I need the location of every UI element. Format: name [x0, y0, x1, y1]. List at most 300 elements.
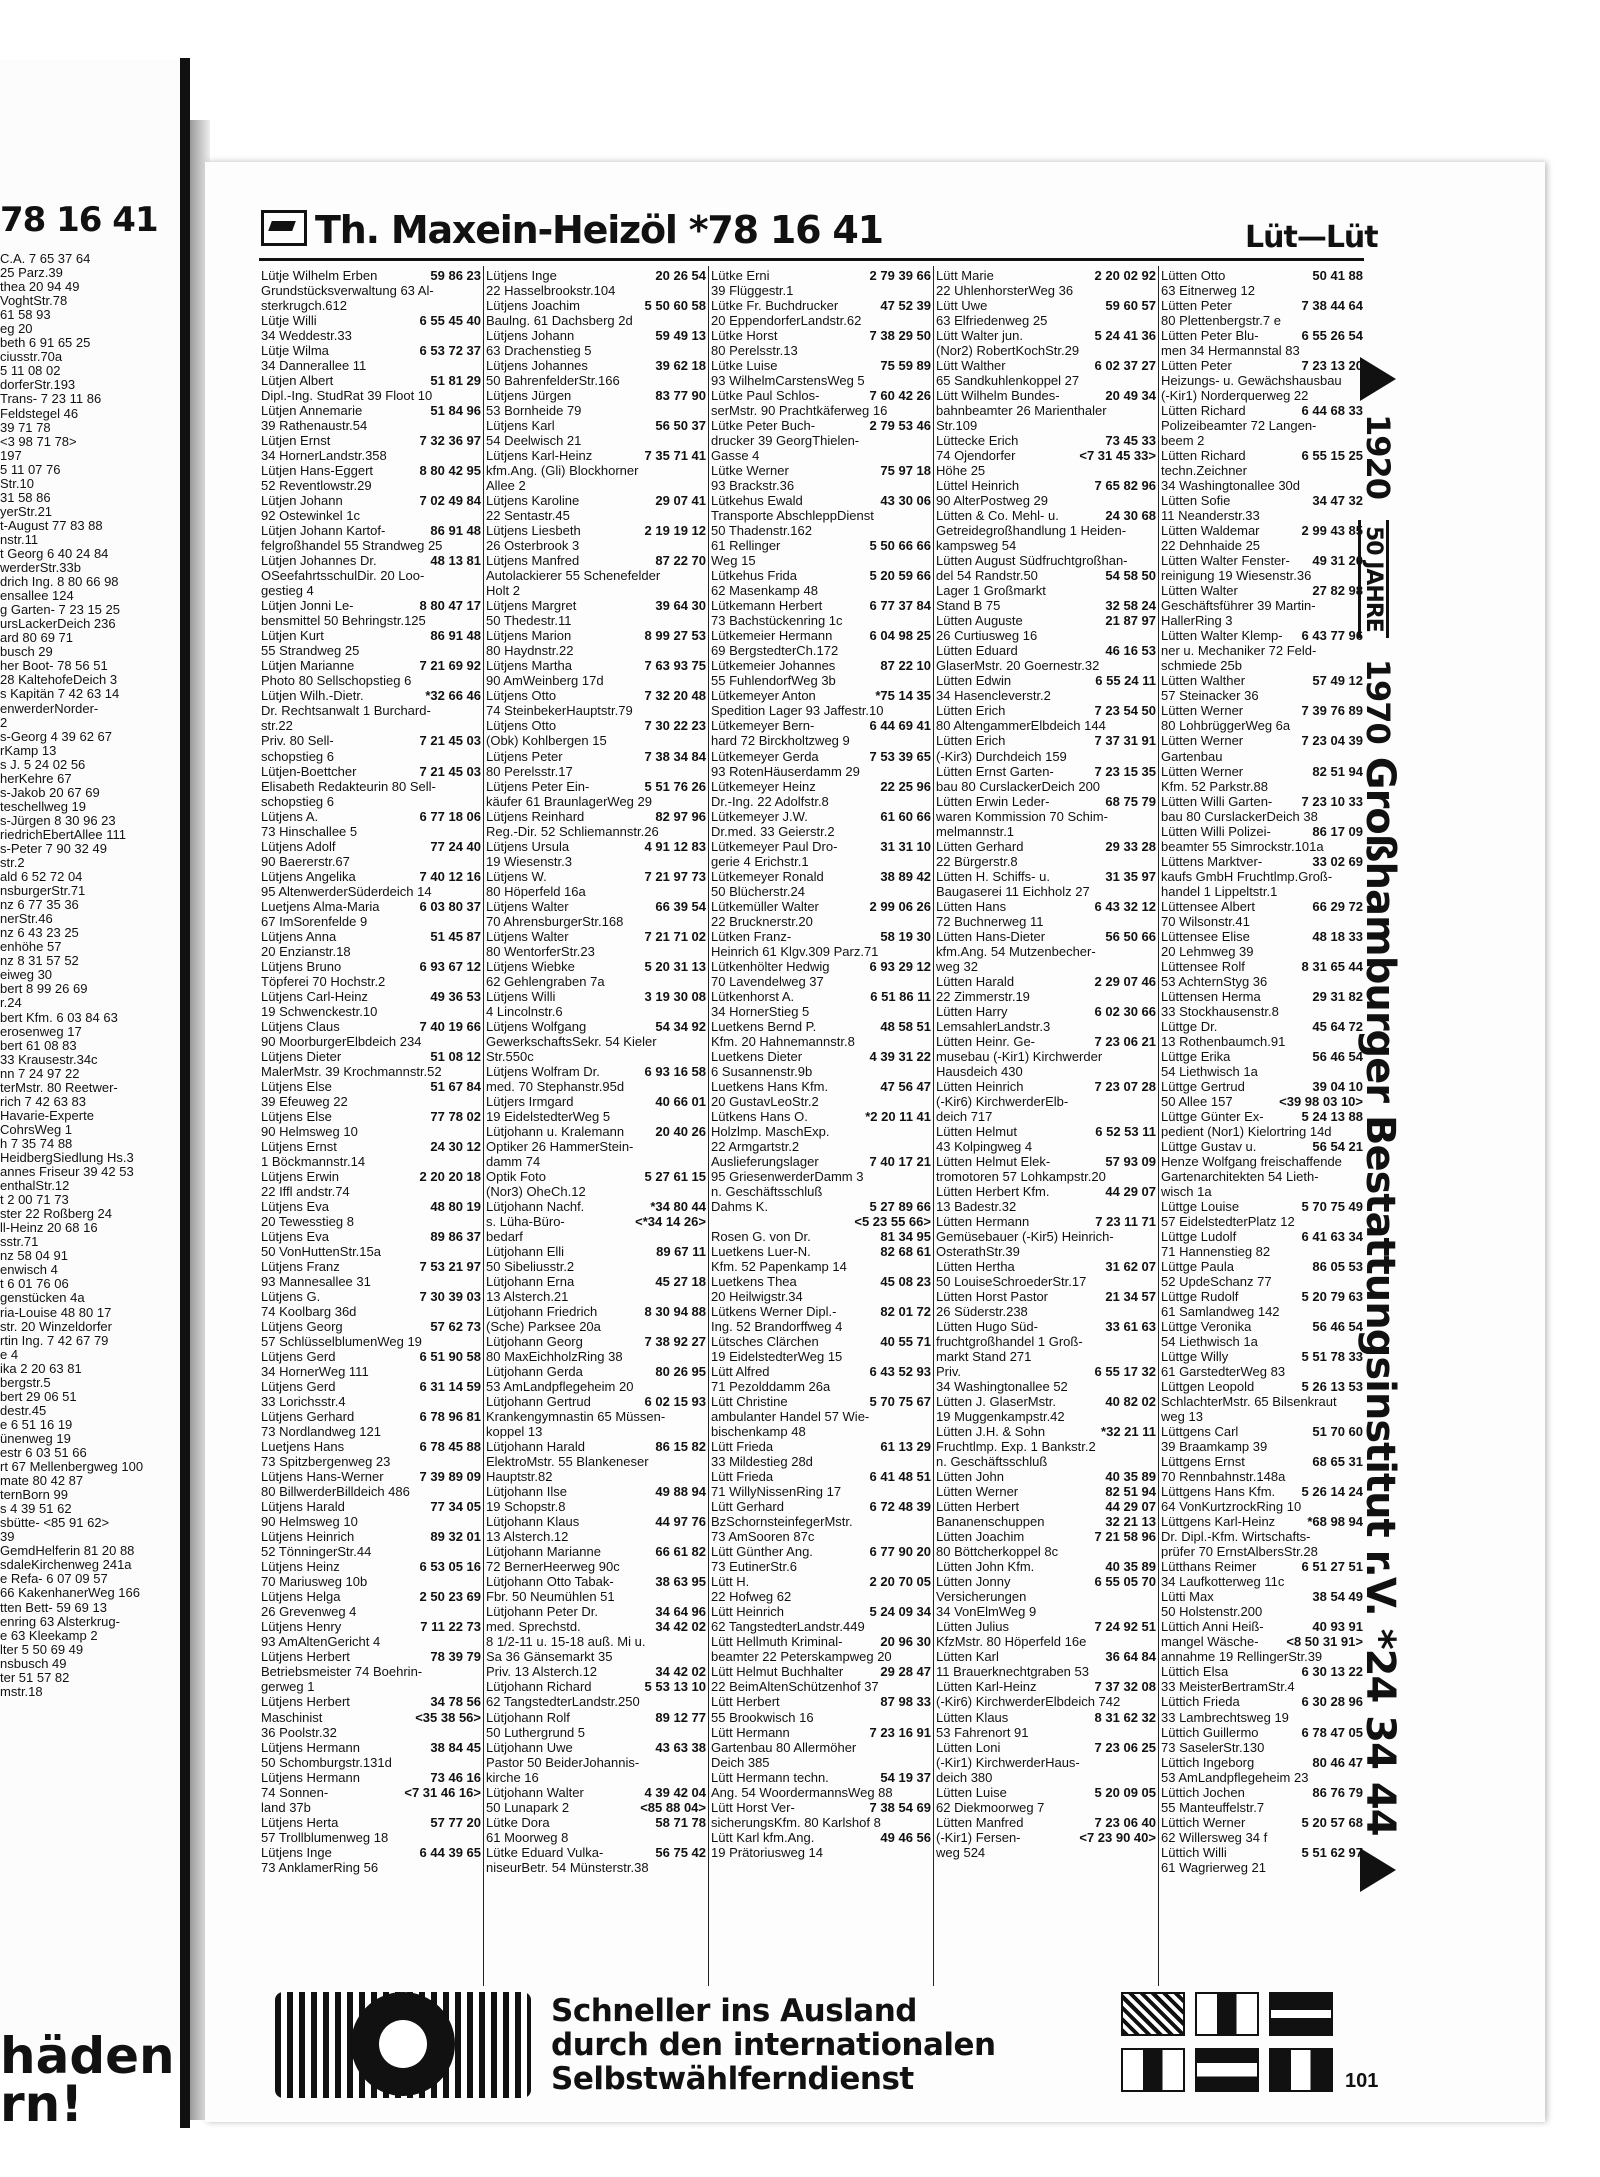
entry-text: Fruchtlmp. Exp. 1 Bankstr.2	[936, 1439, 1096, 1455]
previous-page-line: nstr.11	[0, 531, 39, 547]
entry-text: Lüttensee Albert	[1161, 898, 1255, 914]
entry-text: Lütjens Henry	[261, 1619, 342, 1635]
directory-entry	[711, 1469, 931, 1484]
entry-text: Lütkemeyer Bern-	[711, 718, 815, 734]
directory-entry	[936, 1274, 1156, 1289]
directory-entry	[261, 929, 481, 944]
entry-text: Versicherungen	[936, 1589, 1027, 1605]
phone-number: 57 62 73	[427, 1319, 481, 1334]
directory-entry	[1161, 1154, 1363, 1169]
entry-text: Lütten Sofie	[1161, 493, 1231, 509]
entry-text: 22 Hofweg 62	[711, 1589, 792, 1605]
entry-text: 57 Trollblumenweg 18	[261, 1829, 389, 1845]
phone-number: 7 53 21 97	[417, 1259, 481, 1274]
entry-text: Lütthans Reimer	[1161, 1559, 1257, 1575]
entry-text: 50 Thedestr.11	[486, 613, 572, 629]
entry-text: deich 380	[936, 1769, 993, 1785]
directory-entry	[261, 1589, 481, 1604]
entry-text: Lütt Karl kfm.Ang.	[711, 1829, 815, 1845]
directory-entry	[261, 1725, 481, 1740]
previous-page-fragment	[0, 60, 186, 2133]
entry-text: Getreidegroßhandlung 1 Heiden-	[936, 523, 1127, 539]
entry-text: Lütten Hans-Dieter	[936, 928, 1046, 944]
directory-entry	[1161, 388, 1363, 403]
directory-entry	[486, 1364, 706, 1379]
directory-entry	[936, 598, 1156, 613]
directory-entry	[486, 749, 706, 764]
entry-text: Lüttgens Carl	[1161, 1424, 1239, 1440]
phone-number: 44 29 07	[1102, 1184, 1156, 1199]
phone-number: 8 80 47 17	[417, 598, 481, 613]
directory-entry	[1161, 1004, 1363, 1019]
entry-text: Lütten Walther	[1161, 673, 1246, 689]
directory-entry	[1161, 1019, 1363, 1034]
entry-text: Lütten Werner	[936, 1484, 1019, 1500]
phone-number: 6 52 53 11	[1092, 1124, 1156, 1139]
entry-text: Lütkemüller Walter	[711, 898, 819, 914]
directory-entry	[486, 598, 706, 613]
directory-entry	[486, 1214, 706, 1229]
entry-text: Lütjohann Walter	[486, 1784, 584, 1800]
directory-entry	[936, 523, 1156, 538]
entry-text: Deich 385	[711, 1754, 770, 1770]
directory-entry	[711, 268, 931, 283]
directory-entry	[936, 1349, 1156, 1364]
entry-text: Lütjens Helga	[261, 1589, 341, 1605]
entry-text: Lütke Paul Schlos-	[711, 388, 820, 404]
phone-number: 6 02 15 93	[642, 1394, 706, 1409]
directory-entry	[486, 1349, 706, 1364]
directory-entry	[1161, 1439, 1363, 1454]
entry-text: Lüttge Paula	[1161, 1259, 1235, 1275]
directory-entry	[1161, 1619, 1363, 1634]
entry-text: Lüttens Marktver-	[1161, 853, 1263, 869]
entry-text: Lütjen Albert	[261, 373, 334, 389]
directory-entry	[936, 328, 1156, 343]
column-divider	[1158, 266, 1159, 1986]
previous-page-line: t Georg 6 40 24 84	[0, 545, 109, 561]
entry-text: 55 Strandweg 25	[261, 643, 360, 659]
directory-entry	[711, 418, 931, 433]
directory-entry	[1161, 884, 1363, 899]
phone-number: 6 78 96 81	[417, 1409, 481, 1424]
phone-number: 38 54 49	[1309, 1589, 1363, 1604]
directory-entry	[486, 673, 706, 688]
entry-text: 6 Susannenstr.9b	[711, 1063, 813, 1079]
directory-entry	[261, 1034, 481, 1049]
directory-entry	[711, 1124, 931, 1139]
entry-text: Lütjens Wiebke	[486, 958, 575, 974]
directory-entry	[1161, 1589, 1363, 1604]
directory-entry	[486, 463, 706, 478]
entry-text: Lütke Luise	[711, 358, 778, 374]
ad-line-1: Schneller ins Ausland	[551, 1993, 917, 2029]
directory-entry	[486, 1319, 706, 1334]
previous-page-line: mate 80 42 87	[0, 1473, 84, 1489]
entry-text: Luetjens Hans	[261, 1439, 345, 1455]
directory-entry	[1161, 1845, 1363, 1860]
entry-text: 33 Mildestieg 28d	[711, 1454, 813, 1470]
phone-number: 38 63 95	[652, 1574, 706, 1589]
entry-text: Lütjens Willi	[486, 988, 556, 1004]
entry-text: Pastor 50 BeiderJohannis-	[486, 1754, 640, 1770]
directory-entry	[711, 779, 931, 794]
entry-text: 39 Rathenaustr.54	[261, 418, 368, 434]
entry-text: Lütjens Harald	[261, 1499, 345, 1515]
directory-entry	[1161, 1079, 1363, 1094]
phone-number: 54 19 37	[877, 1770, 931, 1785]
directory-entry	[936, 824, 1156, 839]
entry-text: 62 TangstedterLandstr.250	[486, 1694, 640, 1710]
phone-number: 7 39 89 09	[417, 1469, 481, 1484]
entry-text: 20 Enzianstr.18	[261, 943, 351, 959]
entry-text: Gartenbau 80 Allermöher	[711, 1739, 857, 1755]
entry-text: Lütjens Manfred	[486, 553, 580, 569]
previous-page-line: s-Peter 7 90 32 49	[0, 840, 107, 856]
previous-page-line: <3 98 71 78>	[0, 433, 77, 449]
previous-page-line: her Boot- 78 56 51	[0, 658, 108, 674]
directory-entry	[1161, 1664, 1363, 1679]
entry-text: 80 Höperfeld 16a	[486, 883, 586, 899]
phone-number: 27 82 98	[1309, 583, 1363, 598]
directory-entry	[936, 1034, 1156, 1049]
directory-entry	[261, 1184, 481, 1199]
page-number: 101	[1345, 2070, 1379, 2092]
phone-number: 48 18 33	[1309, 929, 1363, 944]
directory-entry	[261, 1394, 481, 1409]
directory-entry	[261, 673, 481, 688]
column-divider	[708, 266, 709, 1986]
previous-page-line: tten Bett- 59 69 13	[0, 1599, 107, 1615]
entry-text: Lütjens Dieter	[261, 1048, 342, 1064]
directory-entry	[711, 1229, 931, 1244]
directory-entry	[261, 1214, 481, 1229]
directory-entry	[936, 1800, 1156, 1815]
phone-number: 7 23 15 35	[1092, 764, 1156, 779]
previous-page-line: 31 58 86	[0, 489, 51, 505]
entry-text: 55 Manteuffelstr.7	[1161, 1799, 1265, 1815]
entry-text: Lütkemeyer Ronald	[711, 868, 824, 884]
entry-text: Lütkemeier Hermann	[711, 628, 833, 644]
directory-entry	[486, 643, 706, 658]
entry-text: Lütjohann Marianne	[486, 1544, 601, 1560]
phone-number: <7 23 90 40>	[1076, 1830, 1156, 1845]
directory-entry	[1161, 974, 1363, 989]
directory-entry	[1161, 854, 1363, 869]
directory-entry	[1161, 1289, 1363, 1304]
entry-text: fruchtgroßhandel 1 Groß-	[936, 1334, 1083, 1350]
previous-page-line: t 6 01 76 06	[0, 1276, 69, 1292]
directory-column-5	[1161, 268, 1363, 1978]
directory-entry	[1161, 538, 1363, 553]
entry-text: Lütjens Gerhard	[261, 1409, 355, 1425]
rotary-dial-icon	[351, 1992, 455, 2096]
entry-text: Lütjens Eva	[261, 1229, 329, 1244]
directory-entry	[711, 628, 931, 643]
directory-entry	[261, 328, 481, 343]
entry-text: Lütt Alfred	[711, 1364, 770, 1380]
phone-number: 20 96 30	[877, 1634, 931, 1649]
previous-page-line: 61 58 93	[0, 307, 51, 323]
phone-number: 2 29 07 46	[1092, 974, 1156, 989]
entry-text: 26 Süderstr.238	[936, 1304, 1028, 1320]
directory-entry	[1161, 1634, 1363, 1649]
phone-number: 44 97 76	[652, 1514, 706, 1529]
phone-number: 7 38 92 27	[642, 1334, 706, 1349]
entry-text: Lütten Julius	[936, 1619, 1009, 1635]
entry-text: Lütjens G.	[261, 1289, 321, 1305]
entry-text: 72 BernerHeerweg 90c	[486, 1559, 620, 1575]
directory-entry	[711, 1199, 931, 1214]
phone-number: 6 43 52 93	[867, 1364, 931, 1379]
phone-number: 57 77 20	[427, 1815, 481, 1830]
entry-text: Lütt Uwe	[936, 298, 988, 314]
entry-text: Lütt H.	[711, 1574, 750, 1590]
entry-text: handel 1 Lippeltstr.1	[1161, 883, 1278, 899]
entry-text: Lütten Edwin	[936, 673, 1012, 689]
phone-number: 6 31 14 59	[417, 1379, 481, 1394]
phone-number: 66 61 82	[652, 1544, 706, 1559]
entry-text: Lütjohann u. Kralemann	[486, 1123, 625, 1139]
entry-text: Lütjens Joachim	[486, 298, 580, 314]
phone-number: 5 70 75 67	[867, 1394, 931, 1409]
phone-number: 2 99 06 26	[867, 899, 931, 914]
directory-entry	[486, 929, 706, 944]
entry-text: 73 AnklamerRing 56	[261, 1859, 379, 1875]
previous-page-line: 33 Krausestr.34c	[0, 1051, 98, 1067]
directory-entry	[261, 1139, 481, 1154]
entry-text: Lütjens Walter	[486, 928, 569, 944]
directory-column-2	[486, 268, 706, 1978]
entry-text: Lüttich Anni Heiß-	[1161, 1619, 1264, 1635]
phone-number: 2 19 19 12	[642, 523, 706, 538]
directory-entry	[1161, 343, 1363, 358]
directory-entry	[1161, 718, 1363, 733]
phone-number: 44 29 07	[1102, 1499, 1156, 1514]
phone-number: 86 76 79	[1309, 1785, 1363, 1800]
entry-text: Lütjens Carl-Heinz	[261, 988, 368, 1004]
directory-entry	[261, 1815, 481, 1830]
directory-entry	[711, 1394, 931, 1409]
directory-entry	[486, 1169, 706, 1184]
directory-entry	[711, 1349, 931, 1364]
entry-text: Lütjens Marion	[486, 628, 572, 644]
entry-text: Sa 36 Gänsemarkt 35	[486, 1649, 613, 1665]
entry-text: 50 Allee 157	[1161, 1093, 1233, 1109]
phone-number: 57 49 12	[1309, 673, 1363, 688]
directory-entry	[261, 733, 481, 748]
phone-number: 61 60 66	[877, 809, 931, 824]
entry-text: 53 Fahrenort 91	[936, 1724, 1029, 1740]
directory-entry	[936, 869, 1156, 884]
directory-entry	[1161, 1379, 1363, 1394]
phone-number: 6 44 39 65	[417, 1845, 481, 1860]
previous-page-line: enthalStr.12	[0, 1178, 70, 1194]
directory-entry	[711, 493, 931, 508]
directory-entry	[936, 508, 1156, 523]
directory-entry	[486, 1484, 706, 1499]
phone-number: 56 54 21	[1309, 1139, 1363, 1154]
previous-page-line: str.2	[0, 855, 25, 871]
entry-text: Krankengymnastin 65 Müssen-	[486, 1409, 666, 1425]
directory-entry	[261, 1649, 481, 1664]
phone-number: 5 27 61 15	[642, 1169, 706, 1184]
directory-entry	[261, 268, 481, 283]
column-divider	[933, 266, 934, 1986]
entry-text: Lütjens Hermann	[261, 1739, 360, 1755]
entry-text: Holt 2	[486, 583, 520, 599]
phone-number: 5 27 89 66	[867, 1199, 931, 1214]
entry-text: Optik Foto	[486, 1168, 546, 1184]
entry-text: Lütten Peter	[1161, 358, 1232, 374]
directory-entry	[1161, 358, 1363, 373]
entry-text: 33 MeisterBertramStr.4	[1161, 1679, 1295, 1695]
directory-entry	[261, 839, 481, 854]
previous-page-line: busch 29	[0, 644, 53, 660]
entry-text: Lütkemann Herbert	[711, 598, 823, 614]
previous-page-line: s Kapitän 7 42 63 14	[0, 686, 120, 702]
directory-entry	[1161, 598, 1363, 613]
entry-text: Lütjens Gerd	[261, 1349, 336, 1365]
phone-number: 49 46 56	[877, 1830, 931, 1845]
directory-entry	[261, 1514, 481, 1529]
entry-text: 67 ImSorenfelde 9	[261, 913, 368, 929]
directory-entry	[486, 1710, 706, 1725]
directory-entry	[486, 373, 706, 388]
directory-entry	[261, 1154, 481, 1169]
phone-number: 51 84 96	[427, 403, 481, 418]
directory-entry	[936, 1154, 1156, 1169]
entry-text: Lütten Willi Polizei-	[1161, 823, 1271, 839]
directory-entry	[711, 478, 931, 493]
entry-text: bau 80 CurslackerDeich 200	[936, 778, 1101, 794]
directory-entry	[261, 1529, 481, 1544]
phone-number: 43 30 06	[877, 493, 931, 508]
directory-entry	[1161, 703, 1363, 718]
entry-text: Lüttich Ingeborg	[1161, 1754, 1255, 1770]
previous-page-line: nsburgerStr.71	[0, 883, 86, 899]
directory-entry	[711, 1154, 931, 1169]
directory-entry	[1161, 508, 1363, 523]
entry-text: Spedition Lager 93 Jaffestr.10	[711, 703, 884, 719]
phone-number: 77 34 05	[427, 1499, 481, 1514]
entry-text: Lütten Jonny	[936, 1574, 1011, 1590]
entry-text: Lütkemeyer Heinz	[711, 778, 816, 794]
phone-number: 86 17 09	[1309, 824, 1363, 839]
entry-text: 90 Helmsweg 10	[261, 1123, 358, 1139]
directory-entry	[486, 1544, 706, 1559]
entry-text: damm 74	[486, 1153, 541, 1169]
entry-text: Lütjens Eva	[261, 1198, 329, 1214]
phone-number: 73 45 33	[1102, 433, 1156, 448]
entry-text: Lütten Hans	[936, 898, 1007, 914]
entry-text: 73 SaselerStr.130	[1161, 1739, 1265, 1755]
directory-entry	[486, 1770, 706, 1785]
entry-text: Ing. 52 Brandorffweg 4	[711, 1319, 843, 1335]
phone-number: 20 40 26	[652, 1124, 706, 1139]
previous-page-line: s-Jürgen 8 30 96 23	[0, 812, 116, 828]
phone-number: 6 51 86 11	[867, 989, 931, 1004]
entry-text: Lütten Hermann	[936, 1213, 1030, 1229]
entry-text: Luetkens Dieter	[711, 1048, 803, 1064]
directory-entry	[711, 538, 931, 553]
entry-text: Lütt Walther	[936, 358, 1006, 374]
entry-text: 19 Wiesenstr.3	[486, 853, 572, 869]
entry-text: Lütjens Ernst	[261, 1138, 337, 1154]
phone-number: 45 64 72	[1309, 1019, 1363, 1034]
directory-entry	[1161, 1109, 1363, 1124]
previous-page-line: 39 71 78	[0, 419, 51, 435]
directory-entry	[936, 703, 1156, 718]
phone-number: 6 51 27 51	[1299, 1559, 1363, 1574]
phone-number: 75 97 18	[877, 463, 931, 478]
directory-entry	[261, 1619, 481, 1634]
phone-number: 56 46 54	[1309, 1049, 1363, 1064]
phone-number: 40 66 01	[652, 1094, 706, 1109]
entry-text: Lüttge Dr.	[1161, 1018, 1218, 1034]
phone-number: 6 77 90 20	[867, 1544, 931, 1559]
directory-entry	[936, 1364, 1156, 1379]
entry-text: Heinrich 61 Klgv.309 Parz.71	[711, 943, 879, 959]
directory-entry	[261, 1199, 481, 1214]
phone-number: 6 55 17 32	[1092, 1364, 1156, 1379]
entry-text: Lütjens Reinhard	[486, 808, 585, 824]
directory-entry	[261, 869, 481, 884]
entry-text: 50 Schomburgstr.131d	[261, 1754, 392, 1770]
previous-page-line: destr.45	[0, 1402, 47, 1418]
directory-entry	[1161, 268, 1363, 283]
entry-text: Lütjohann Gertrud	[486, 1394, 591, 1410]
phone-number: 7 23 11 71	[1092, 1214, 1156, 1229]
directory-entry	[1161, 1574, 1363, 1589]
entry-text: Lütjens Herbert	[261, 1694, 350, 1710]
directory-entry	[486, 403, 706, 418]
entry-text: Lütjen-Boettcher	[261, 763, 357, 779]
directory-entry	[1161, 899, 1363, 914]
directory-entry	[711, 1740, 931, 1755]
entry-text: Lüttge Ludolf	[1161, 1229, 1237, 1244]
entry-text: Lütke Eduard Vulka-	[486, 1844, 604, 1860]
entry-text: Hauptstr.82	[486, 1469, 553, 1485]
previous-page-line: s 4 39 51 62	[0, 1501, 72, 1517]
phone-number: 40 35 89	[1102, 1469, 1156, 1484]
previous-page-line: annes Friseur 39 42 53	[0, 1164, 134, 1180]
directory-entry	[711, 1304, 931, 1319]
directory-entry	[261, 1169, 481, 1184]
entry-text: Lüttensee Rolf	[1161, 958, 1245, 974]
directory-entry	[936, 1649, 1156, 1664]
entry-text: 73 AmSooren 87c	[711, 1529, 815, 1545]
previous-page-line: beth 6 91 65 25	[0, 335, 91, 351]
entry-text: 33 Stockhausenstr.8	[1161, 1003, 1279, 1019]
entry-text: 22 UhlenhorsterWeg 36	[936, 283, 1074, 299]
entry-text: OSeefahrtsschulDir. 20 Loo-	[261, 568, 425, 584]
directory-entry	[261, 1244, 481, 1259]
directory-entry	[486, 1199, 706, 1214]
entry-text: 80 Plettenbergstr.7 e	[1161, 313, 1281, 329]
entry-text: Lütten Heinr. Ge-	[936, 1033, 1035, 1049]
previous-page-line: enwisch 4	[0, 1262, 58, 1278]
phone-number: 66 39 54	[652, 899, 706, 914]
phone-number: <8 50 31 91>	[1283, 1634, 1363, 1649]
entry-text: 13 Rothenbaumch.91	[1161, 1033, 1286, 1049]
entry-text: Optiker 26 HammerStein-	[486, 1138, 634, 1154]
entry-text: Lütt Christine	[711, 1394, 788, 1410]
directory-entry	[936, 1304, 1156, 1319]
directory-entry	[711, 1019, 931, 1034]
phone-number: 34 42 02	[652, 1619, 706, 1634]
phone-number: 66 29 72	[1309, 899, 1363, 914]
